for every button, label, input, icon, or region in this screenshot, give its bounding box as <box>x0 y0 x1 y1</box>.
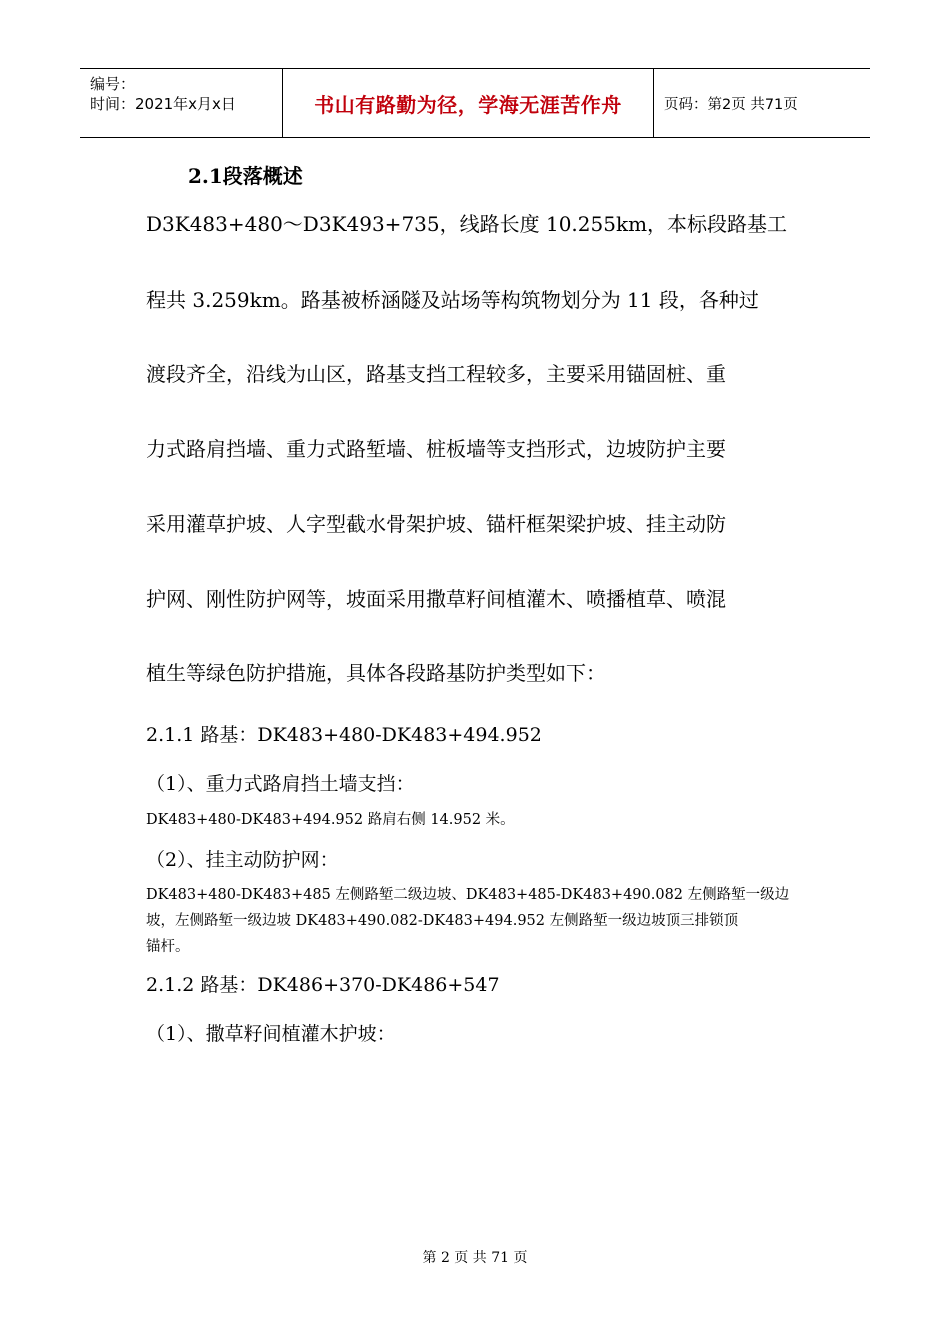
header-page-cell <box>654 69 870 137</box>
page-header <box>80 68 870 138</box>
header-meta-cell <box>80 69 283 137</box>
intro-line: 渡段齐全，沿线为山区，路基支挡工程较多，主要采用锚固桩、重 <box>146 362 726 386</box>
item-text-line: DK483+480-DK483+485 左侧路堑二级边坡、DK483+485-DK483+490.082 左侧路堑一级边 <box>146 887 790 903</box>
doc-time: 时间：2021年x月x日 <box>90 95 236 113</box>
intro-line: 采用灌草护坡、人字型截水骨架护坡、锚杆框架梁护坡、挂主动防 <box>146 512 726 536</box>
item-title: （2）、挂主动防护网： <box>146 849 339 871</box>
item-text: DK483+480-DK483+494.952 路肩右侧 14.952 米。 <box>146 812 515 828</box>
item-text-line: 锚杆。 <box>146 939 190 955</box>
intro-line: D3K483+480～D3K493+735，线路长度 10.255km，本标段路基工 <box>146 212 788 236</box>
intro-line: 植生等绿色防护措施，具体各段路基防护类型如下： <box>146 661 606 685</box>
intro-line: 护网、刚性防护网等，坡面采用撒草籽间植灌木、喷播植草、喷混 <box>146 587 726 611</box>
item-title: （1）、重力式路肩挡土墙支挡： <box>146 773 415 795</box>
header-motto-cell <box>283 69 654 137</box>
header-page-code: 页码：第2页 共71页 <box>664 96 798 113</box>
header-motto: 书山有路勤为径，学海无涯苦作舟 <box>314 92 622 117</box>
section-title: 2.1段落概述 <box>188 164 303 188</box>
item-title: （1）、撒草籽间植灌木护坡： <box>146 1023 396 1045</box>
page-footer: 第 2 页 共 71 页 <box>422 1250 528 1266</box>
subsection-title: 2.1.2 路基：DK486+370-DK486+547 <box>146 974 500 996</box>
intro-line: 程共 3.259km。路基被桥涵隧及站场等构筑物划分为 11 段，各种过 <box>146 288 759 312</box>
doc-number: 编号： <box>90 75 136 93</box>
subsection-title: 2.1.1 路基：DK483+480-DK483+494.952 <box>146 724 542 746</box>
item-text-line: 坡，左侧路堑一级边坡 DK483+490.082-DK483+494.952 左侧路堑一级边坡顶三排锁顶 <box>146 913 739 929</box>
intro-line: 力式路肩挡墙、重力式路堑墙、桩板墙等支挡形式，边坡防护主要 <box>146 437 726 461</box>
